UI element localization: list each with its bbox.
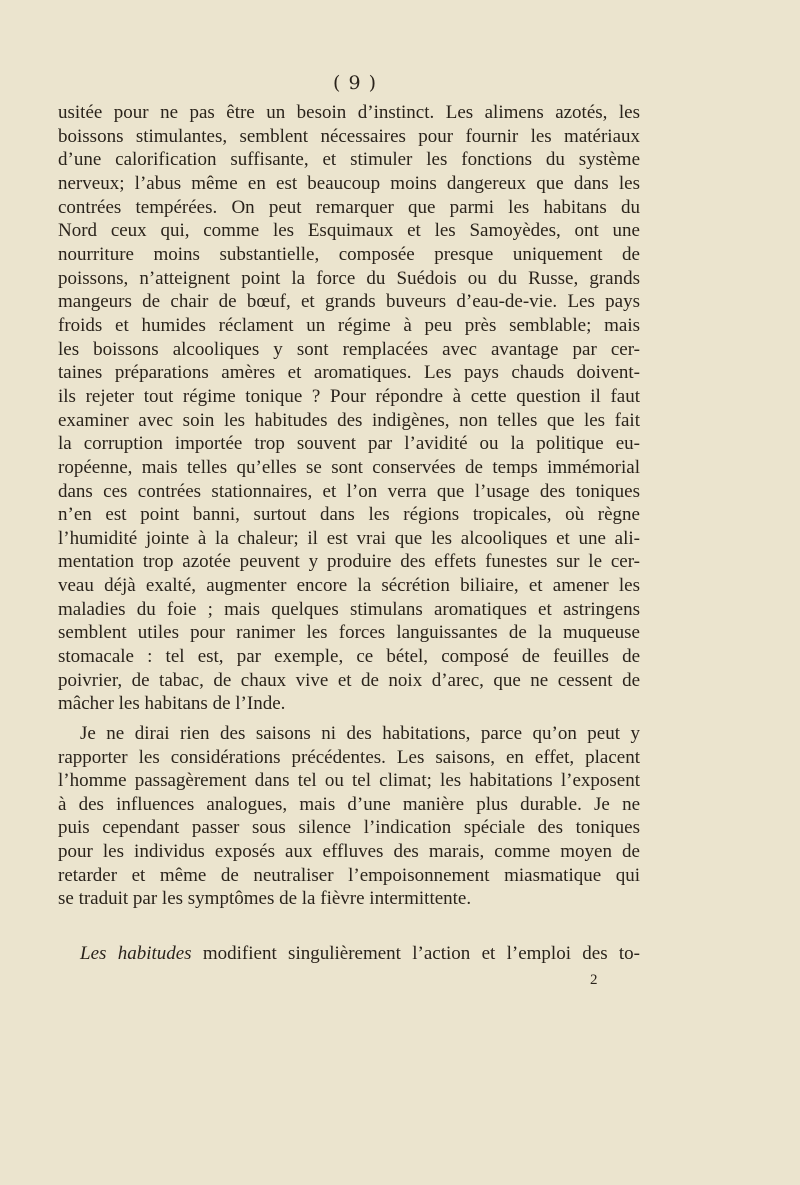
text-line: poivrier, de tabac, de chaux vive et de noix d’arec, que ne cessent de xyxy=(58,669,640,691)
paragraph-habits xyxy=(58,942,640,966)
text-line xyxy=(58,942,640,966)
text-line: rapporter les considérations précédentes. Les saisons, en effet, placent xyxy=(58,746,640,768)
text-line: semblent utiles pour ranimer les forces languissantes de la muqueuse xyxy=(58,622,640,644)
text-line: nerveux; l’abus même en est beaucoup moins dangereux que dans les xyxy=(58,172,640,194)
text-line: mâcher les habitans de l’Inde. xyxy=(58,693,286,715)
text-line: examiner avec soin les habitudes des indigènes, non telles que les fait xyxy=(58,409,640,431)
text-line: à des influences analogues, mais d’une manière plus durable. Je ne xyxy=(58,793,640,815)
text-line: poissons, n’atteignent point la force du Suédois ou du Russe, grands xyxy=(58,267,640,289)
page-number: ( 9 ) xyxy=(333,72,377,94)
text-line: pour les individus exposés aux effluves des marais, comme moyen de xyxy=(58,840,640,862)
text-line: d’une calorification suffisante, et stimuler les fonctions du système xyxy=(58,149,640,171)
text-line: contrées tempérées. On peut remarquer que parmi les habitans du xyxy=(58,196,640,218)
text-line: maladies du foie ; mais quelques stimulans aromatiques et astringens xyxy=(58,598,640,620)
paragraph-seasons-habitations xyxy=(58,722,640,911)
text-line: puis cependant passer sous silence l’indication spéciale des toniques xyxy=(58,817,640,839)
text-line: retarder et même de neutraliser l’empoisonnement miasmatique qui xyxy=(58,864,640,886)
italic-phrase: Les habitudes xyxy=(80,943,192,964)
text-line: se traduit par les symptômes de la fièvre intermittente. xyxy=(58,888,472,910)
text-line: taines préparations amères et aromatiques. Les pays chauds doivent- xyxy=(58,362,640,384)
text-line: les boissons alcooliques y sont remplacées avec avantage par cer- xyxy=(58,338,640,360)
text-line: Je ne dirai rien des saisons ni des habitations, parce qu’on peut y xyxy=(80,723,640,744)
text-line: mangeurs de chair de bœuf, et grands buveurs d’eau-de-vie. Les pays xyxy=(58,291,640,313)
text-line: mentation trop azotée peuvent y produire des effets funestes sur le cer- xyxy=(58,551,640,573)
text-line: froids et humides réclament un régime à peu près semblable; mais xyxy=(58,314,640,336)
text-line: ropéenne, mais telles qu’elles se sont conservées de temps immémorial xyxy=(58,456,640,478)
text-line: la corruption importée trop souvent par l’avidité ou la politique eu- xyxy=(58,433,640,455)
text-line: nourriture moins substantielle, composée presque uniquement de xyxy=(58,243,640,265)
text-line: boissons stimulantes, semblent nécessaires pour fournir les matériaux xyxy=(58,125,640,147)
text-line: dans ces contrées stationnaires, et l’on verra que l’usage des toniques xyxy=(58,480,640,502)
text-run: modifient singulièrement l’action et l’emploi des to- xyxy=(191,943,640,964)
text-line: stomacale : tel est, par exemple, ce bétel, composé de feuilles de xyxy=(58,646,640,668)
text-line: l’homme passagèrement dans tel ou tel climat; les habitations l’exposent xyxy=(58,770,640,792)
text-line: veau déjà exalté, augmenter encore la sécrétion biliaire, et amener les xyxy=(58,575,640,597)
text-line: usitée pour ne pas être un besoin d’instinct. Les alimens azotés, les xyxy=(58,102,640,123)
text-line: n’en est point banni, surtout dans les régions tropicales, où règne xyxy=(58,504,640,526)
paragraph-climate-diet xyxy=(58,101,640,716)
text-line: Nord ceux qui, comme les Esquimaux et les Samoyèdes, ont une xyxy=(58,220,640,242)
text-line: ils rejeter tout régime tonique ? Pour répondre à cette question il faut xyxy=(58,385,640,407)
text-line: l’humidité jointe à la chaleur; il est vrai que les alcooliques et une ali- xyxy=(58,527,640,549)
signature-mark: 2 xyxy=(590,972,598,988)
